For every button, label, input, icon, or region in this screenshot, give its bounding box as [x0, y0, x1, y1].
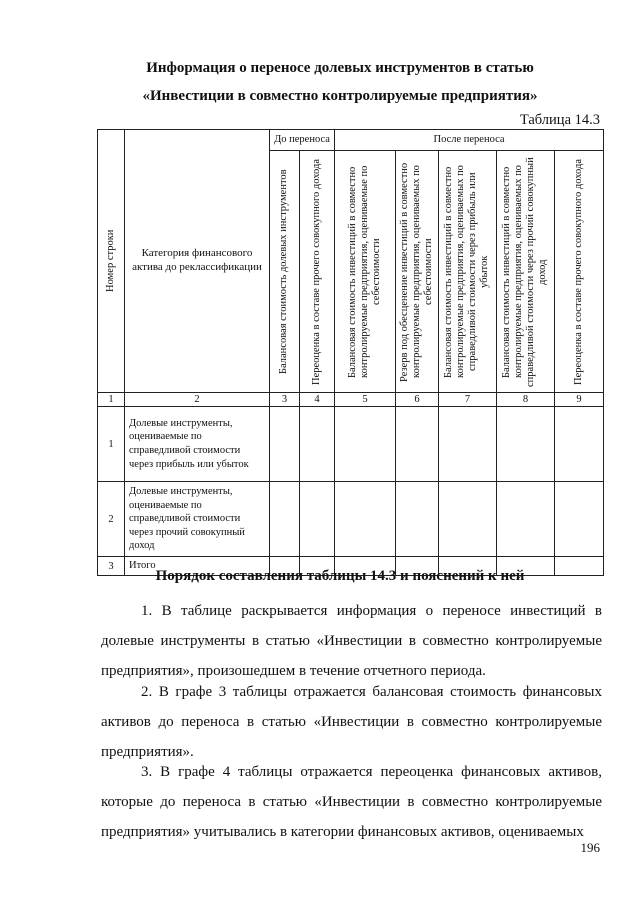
data-cell [270, 407, 300, 482]
header-col-9: Переоценка в составе прочего совокупного дохода [572, 158, 584, 385]
data-cell [396, 482, 439, 557]
row-category: Долевые инструменты, оцениваемые по справедливой стоимости через прибыль или убыток [125, 407, 270, 482]
header-col-3-cell [270, 151, 300, 393]
row-category: Долевые инструменты, оцениваемые по справедливой стоимости через прочий совокупный доход [125, 482, 270, 557]
paragraph-2 [101, 677, 602, 767]
row-number: 3 [98, 557, 125, 576]
header-col-6: Резерв под обесценение инвестиций в совместно контролируемые предприятия, оцениваемых по себестоимости [398, 161, 435, 382]
column-number: 7 [439, 393, 497, 407]
header-col-3: Балансовая стоимость долевых инструментов [278, 169, 290, 374]
column-number: 9 [555, 393, 604, 407]
table-row [98, 407, 604, 482]
paragraph-1-text: 1. В таблице раскрывается информация о переносе инвестиций в долевые инструменты в статью «Инвестиции в совместно контролируемые предприятия», произошедшем в течение отчетного периода. [101, 603, 602, 679]
column-number: 3 [270, 393, 300, 407]
column-number: 2 [125, 393, 270, 407]
row-number: 2 [98, 482, 125, 557]
header-col-7: Балансовая стоимость инвестиций в совместно контролируемые предприятия, оцениваемых по справедливой стоимости через прибыль или убыток [443, 165, 491, 378]
data-cell [555, 482, 604, 557]
column-number: 1 [98, 393, 125, 407]
data-cell [555, 407, 604, 482]
data-cell [335, 407, 396, 482]
header-col-9-cell [555, 151, 604, 393]
table-label: Таблица 14.3 [519, 112, 600, 128]
header-col-5-cell [335, 151, 396, 393]
data-cell [439, 407, 497, 482]
header-row-number: Номер строки [104, 229, 116, 293]
column-number: 5 [335, 393, 396, 407]
data-cell [497, 482, 555, 557]
data-cell [396, 407, 439, 482]
column-number: 4 [300, 393, 335, 407]
header-col-6-cell [396, 151, 439, 393]
column-numbers-row [98, 393, 604, 407]
page-number: 196 [580, 840, 600, 855]
paragraph-3 [101, 757, 602, 847]
header-group-before: До переноса [270, 130, 335, 151]
header-col-7-cell [439, 151, 497, 393]
header-group-after: После переноса [335, 130, 604, 151]
paragraph-3-text: 3. В графе 4 таблицы отражается переоценка финансовых активов, которые до переноса в статью «Инвестиции в совместно контролируемые предприятия» учитывались в категории финансовых активов, оцениваемых [101, 764, 602, 840]
header-col-4-cell [300, 151, 335, 393]
document-title-line-2: «Инвестиции в совместно контролируемые предприятия» [142, 88, 538, 104]
header-col-8: Балансовая стоимость инвестиций в совместно контролируемые предприятия, оцениваемых по справедливой стоимости через прочий совокупный доход [501, 156, 549, 387]
column-number: 6 [396, 393, 439, 407]
section-heading: Порядок составления таблицы 14.3 и пояснений к ней [155, 568, 525, 584]
header-category: Категория финансового актива до реклассификации [125, 130, 270, 393]
document-title-line-1: Информация о переносе долевых инструментов в статью [146, 60, 534, 76]
table-row [98, 482, 604, 557]
header-col-4: Переоценка в составе прочего совокупного дохода [310, 158, 322, 385]
data-cell [439, 482, 497, 557]
row-category: Итого [125, 557, 270, 576]
data-cell [270, 482, 300, 557]
paragraph-2-text: 2. В графе 3 таблицы отражается балансовая стоимость финансовых активов до переноса в статью «Инвестиции в совместно контролируемые предприятия». [101, 684, 602, 760]
data-cell [497, 407, 555, 482]
header-col-8-cell [497, 151, 555, 393]
column-number: 8 [497, 393, 555, 407]
data-cell [300, 407, 335, 482]
header-row-number-cell [98, 130, 125, 393]
header-col-5: Балансовая стоимость инвестиций в совместно контролируемые предприятия, оцениваемые по себестоимости [346, 165, 383, 378]
data-cell [335, 482, 396, 557]
transfer-table [97, 129, 604, 576]
paragraph-1 [101, 596, 602, 686]
row-number: 1 [98, 407, 125, 482]
data-cell [300, 482, 335, 557]
